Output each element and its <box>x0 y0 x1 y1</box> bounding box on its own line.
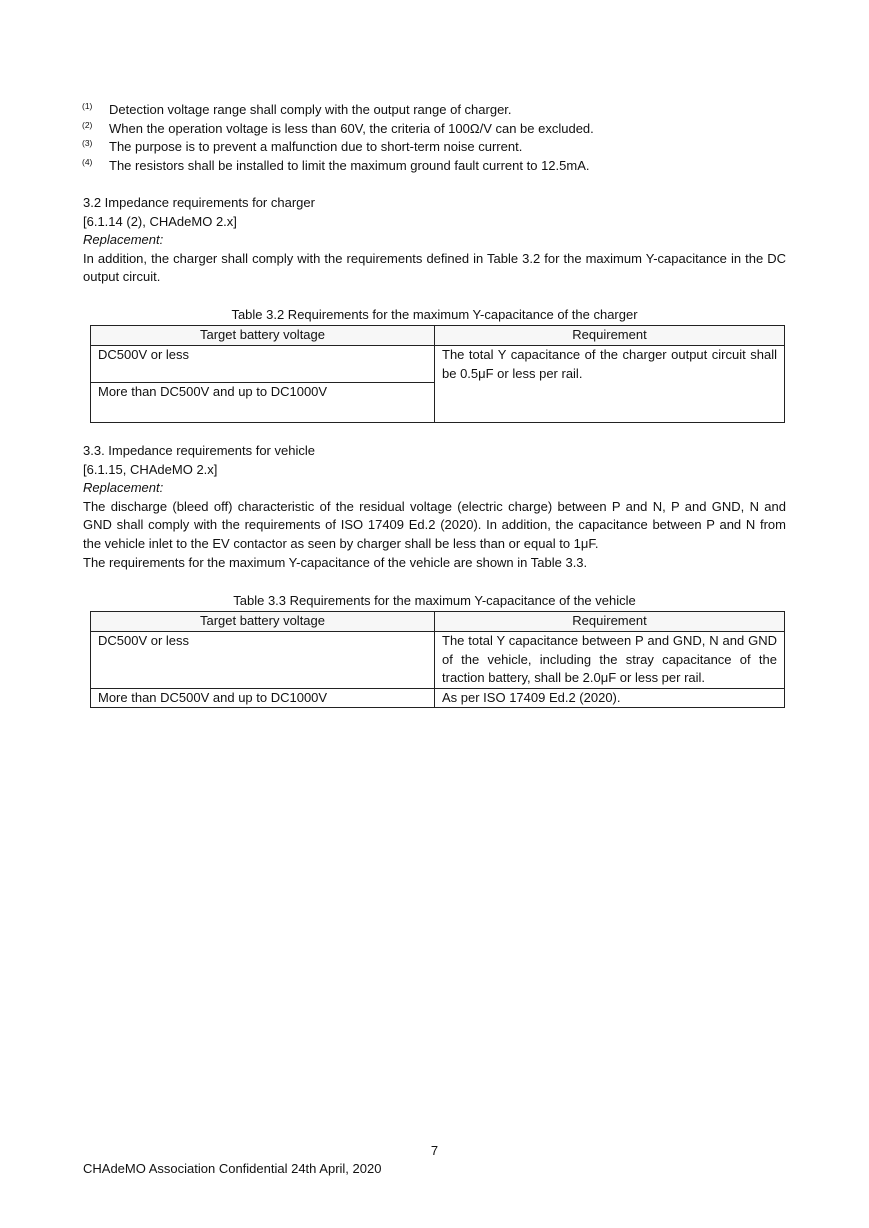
footnote-text: When the operation voltage is less than 60V, the criteria of 100Ω/V can be excluded. <box>109 120 594 136</box>
footnote-text: The purpose is to prevent a malfunction due to short-term noise current. <box>109 139 523 154</box>
voltage-cell: More than DC500V and up to DC1000V <box>91 688 435 708</box>
replacement-label: Replacement: <box>83 232 164 248</box>
footnote-3 <box>82 138 802 157</box>
requirement-cell: As per ISO 17409 Ed.2 (2020). <box>435 688 785 708</box>
voltage-cell: DC500V or less <box>91 632 435 689</box>
column-header: Requirement <box>435 612 785 632</box>
section-body: In addition, the charger shall comply with the requirements defined in Table 3.2 for the maximum Y-capacitance in the DC output circuit. <box>83 250 786 285</box>
footnote-text: The resistors shall be installed to limit the maximum ground fault current to 12.5mA. <box>109 157 590 173</box>
table-caption: Table 3.3 Requirements for the maximum Y-capacitance of the vehicle <box>233 593 636 608</box>
table-header-row <box>91 326 785 346</box>
table-header-row <box>91 612 785 632</box>
footnote-1 <box>82 101 802 120</box>
footnote-4 <box>82 157 802 176</box>
charger-capacitance-table <box>90 325 785 423</box>
vehicle-capacitance-table <box>90 611 785 708</box>
section-reference: [6.1.15, CHAdeMO 2.x] <box>83 461 218 477</box>
section-reference: [6.1.14 (2), CHAdeMO 2.x] <box>83 213 237 229</box>
table-row <box>91 346 785 383</box>
footnote-mark: (2) <box>82 119 93 130</box>
footnote-text: Detection voltage range shall comply with the output range of charger. <box>109 102 512 117</box>
section-3-2 <box>83 194 786 287</box>
table-row <box>91 688 785 708</box>
table-caption: Table 3.2 Requirements for the maximum Y-capacitance of the charger <box>231 307 638 322</box>
footnote-mark: (4) <box>82 156 93 167</box>
section-body-continued: The requirements for the maximum Y-capacitance of the vehicle are shown in Table 3.3. <box>83 554 588 570</box>
column-header: Target battery voltage <box>91 612 435 632</box>
voltage-cell: DC500V or less <box>91 346 435 383</box>
footnote-mark: (3) <box>82 138 93 148</box>
section-body: The discharge (bleed off) characteristic of the residual voltage (electric charge) between P and N, P and GND, N and GND shall comply with the requirements of ISO 17409 Ed.2 (2020). In addition, the capacitance between P and N from the vehicle inlet to the EV contactor as seen by charger shall be less than or equal to 1μF. <box>83 498 786 551</box>
voltage-cell: More than DC500V and up to DC1000V <box>91 383 435 423</box>
footnote-list <box>82 101 802 175</box>
footnote-2 <box>82 120 802 139</box>
footnote-mark: (1) <box>82 101 93 111</box>
replacement-label: Replacement: <box>83 480 164 496</box>
table-row <box>91 632 785 689</box>
section-heading: 3.2 Impedance requirements for charger <box>83 195 315 210</box>
section-heading: 3.3. Impedance requirements for vehicle <box>83 443 315 458</box>
page-footer: CHAdeMO Association Confidential 24th April, 2020 <box>83 1161 382 1176</box>
requirement-cell: The total Y capacitance between P and GND, N and GND of the vehicle, including the stray capacitance of the traction battery, shall be 2.0μF or less per rail. <box>435 632 785 689</box>
requirement-cell: The total Y capacitance of the charger output circuit shall be 0.5μF or less per rail. <box>435 346 785 423</box>
column-header: Requirement <box>435 326 785 346</box>
page-number: 7 <box>430 1143 439 1158</box>
section-3-3 <box>83 442 786 572</box>
column-header: Target battery voltage <box>91 326 435 346</box>
